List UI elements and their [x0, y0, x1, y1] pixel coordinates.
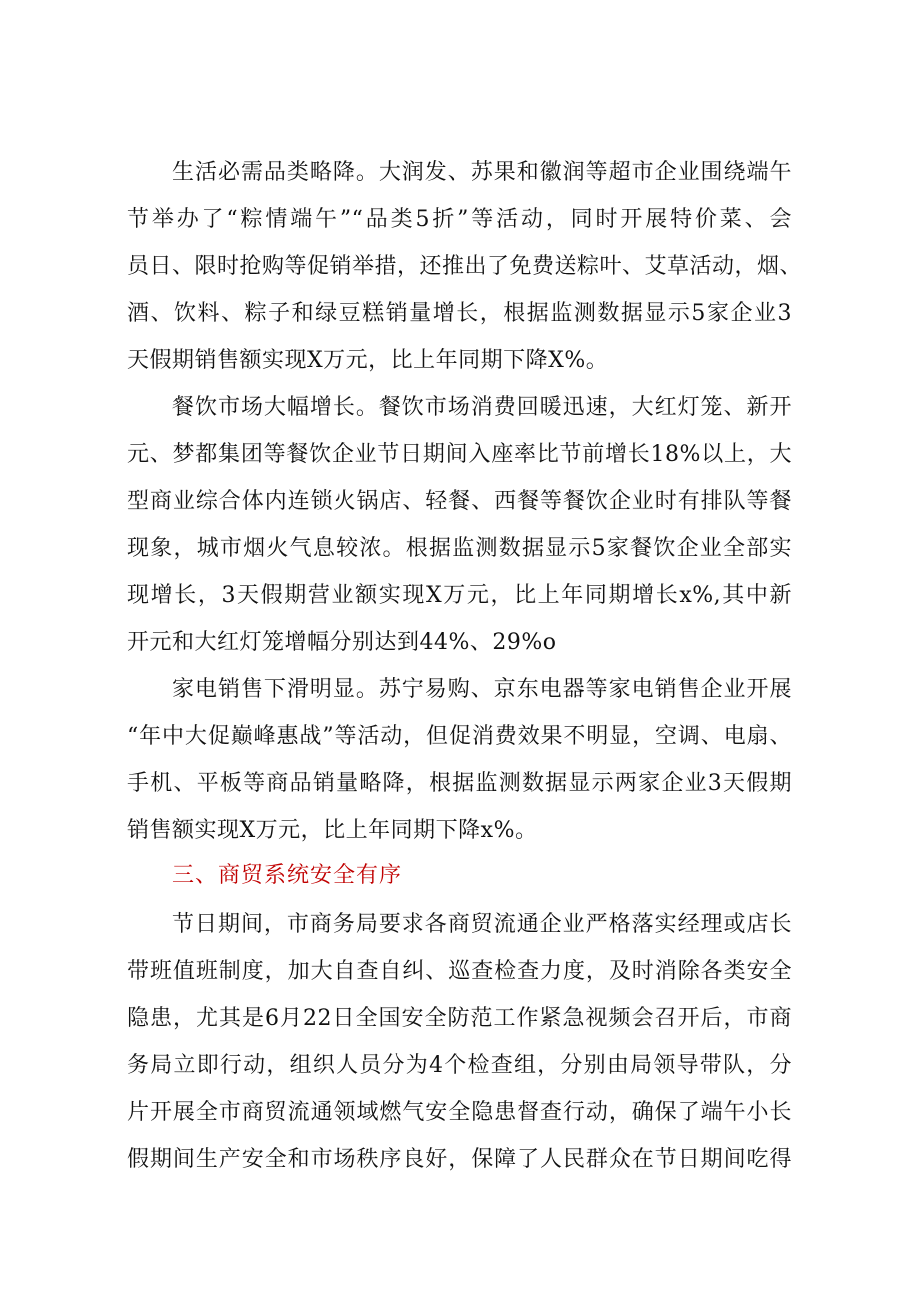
paragraph-2-line-5: 现增长，3天假期营业额实现X万元，比上年同期增长x%,其中新	[127, 583, 792, 608]
paragraph-4-line-2: 带班值班制度，加大自查自纠、巡查检查力度，及时消除各类安全	[127, 959, 792, 984]
paragraph-2-line-2: 元、梦都集团等餐饮企业节日期间入座率比节前增长18%以上，大	[127, 442, 792, 467]
paragraph-3-line-2: “年中大促巅峰惠战”等活动，但促消费效果不明显，空调、电扇、	[127, 724, 792, 749]
paragraph-1-line-4: 酒、饮料、粽子和绿豆糕销量增长，根据监测数据显示5家企业3	[127, 301, 792, 326]
paragraph-3-line-3: 手机、平板等商品销量略降，根据监测数据显示两家企业3天假期	[127, 771, 792, 796]
paragraph-2-line-4: 现象，城市烟火气息较浓。根据监测数据显示5家餐饮企业全部实	[127, 536, 792, 561]
section-heading: 三、商贸系统安全有序	[172, 863, 403, 888]
paragraph-1-line-1: 生活必需品类略降。大润发、苏果和徽润等超市企业围绕端午	[172, 160, 792, 185]
paragraph-4-line-1: 节日期间，市商务局要求各商贸流通企业严格落实经理或店长	[172, 912, 792, 937]
paragraph-3-line-1: 家电销售下滑明显。苏宁易购、京东电器等家电销售企业开展	[172, 677, 792, 702]
paragraph-4-line-6: 假期间生产安全和市场秩序良好，保障了人民群众在节日期间吃得	[127, 1147, 792, 1172]
paragraph-2-line-3: 型商业综合体内连锁火锅店、轻餐、西餐等餐饮企业时有排队等餐	[127, 489, 792, 514]
paragraph-4-line-3: 隐患，尤其是6月22日全国安全防范工作紧急视频会召开后，市商	[127, 1006, 792, 1031]
paragraph-1-line-2: 节举办了“粽情端午”“品类5折”等活动，同时开展特价菜、会	[127, 207, 792, 232]
paragraph-1-line-5: 天假期销售额实现X万元，比上年同期下降X%。	[127, 348, 609, 373]
paragraph-4-line-4: 务局立即行动，组织人员分为4个检查组，分别由局领导带队，分	[127, 1053, 792, 1078]
paragraph-1-line-3: 员日、限时抢购等促销举措，还推出了免费送粽叶、艾草活动，烟、	[127, 254, 803, 279]
paragraph-2-line-1: 餐饮市场大幅增长。餐饮市场消费回暖迅速，大红灯笼、新开	[172, 395, 792, 420]
paragraph-3-line-4: 销售额实现X万元，比上年同期下降x%。	[127, 818, 538, 843]
paragraph-4-line-5: 片开展全市商贸流通领域燃气安全隐患督查行动，确保了端午小长	[127, 1100, 792, 1125]
paragraph-2-line-6: 开元和大红灯笼增幅分别达到44%、29%o	[127, 630, 557, 655]
